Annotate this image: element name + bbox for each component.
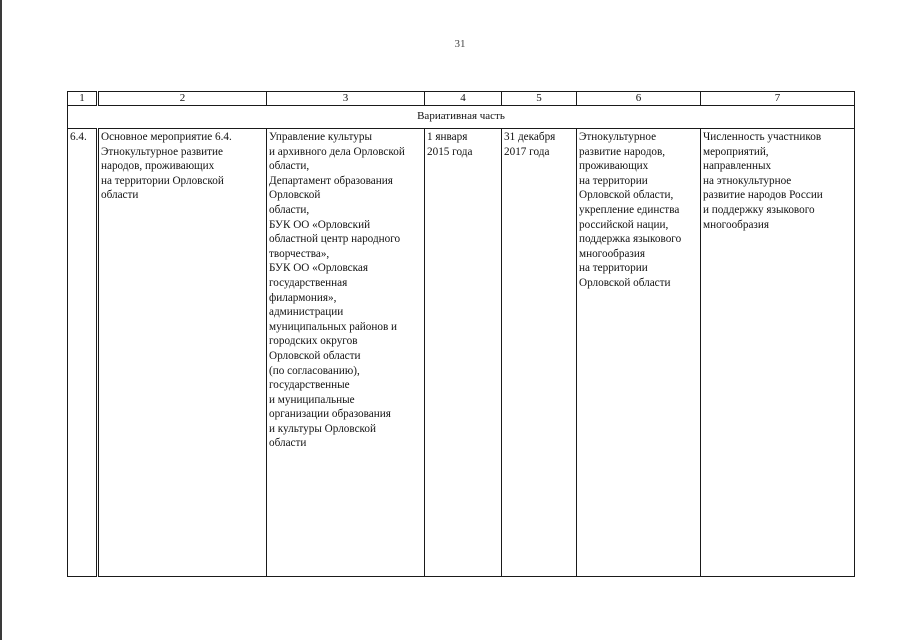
table-row (68, 129, 855, 577)
text-line: государственные (269, 379, 350, 392)
column-number-6: 6 (577, 92, 701, 106)
text-line: муниципальных районов и (269, 320, 398, 333)
text-line: Орловской области (269, 349, 361, 362)
text-line: БУК ОО «Орловская (269, 262, 369, 275)
text-line: организации образования (269, 408, 391, 421)
text-line: 2017 года (504, 145, 550, 158)
text-line: Этнокультурное развитие (101, 145, 223, 158)
text-line: народов, проживающих (101, 160, 215, 173)
executors-cell (267, 129, 425, 577)
expected-result-text (579, 129, 698, 291)
column-number-7: 7 (701, 92, 855, 106)
text-line: и культуры Орловской (269, 422, 376, 435)
column-number-3: 3 (267, 92, 425, 106)
text-line: направленных (703, 160, 772, 173)
scan-left-edge (0, 0, 2, 640)
section-row (68, 106, 855, 129)
text-line: и муниципальные (269, 393, 355, 406)
text-line: (по согласованию), (269, 364, 360, 377)
text-line: развитие народов, (579, 145, 666, 158)
row-number-cell (68, 129, 98, 577)
text-line: Управление культуры (269, 131, 372, 143)
text-line: на территории (579, 262, 648, 275)
column-number-4: 4 (425, 92, 502, 106)
executors-text (269, 129, 422, 451)
start-date-cell (425, 129, 502, 577)
text-line: творчества», (269, 247, 330, 260)
text-line: государственная (269, 276, 348, 289)
row-number: 6.4. (70, 131, 87, 143)
text-line: мероприятий, (703, 145, 769, 158)
expected-result-cell (577, 129, 701, 577)
text-line: 1 января (427, 131, 468, 143)
page-number: 31 (454, 38, 466, 50)
text-line: многообразия (579, 247, 645, 260)
text-line: администрации (269, 306, 344, 319)
text-line: проживающих (579, 160, 649, 173)
text-line: развитие народов России (703, 189, 823, 202)
text-line: филармония», (269, 291, 337, 304)
text-line: укрепление единства (579, 203, 680, 216)
column-number-2: 2 (98, 92, 267, 106)
text-line: поддержка языкового (579, 233, 682, 246)
column-number-1: 1 (68, 92, 98, 106)
start-date-text (427, 129, 499, 159)
text-line: Орловской области, (579, 189, 674, 202)
text-line: БУК ОО «Орловский (269, 218, 371, 231)
text-line: области (101, 189, 139, 202)
column-number-row (68, 92, 855, 106)
indicator-text (703, 129, 852, 232)
indicator-cell (701, 129, 855, 577)
text-line: Этнокультурное (579, 131, 657, 143)
text-line: области, (269, 203, 310, 216)
end-date-cell (502, 129, 577, 577)
text-line: Департамент образования (269, 174, 393, 187)
activity-cell (98, 129, 267, 577)
end-date-text (504, 129, 574, 159)
text-line: и поддержку языкового (703, 203, 815, 216)
text-line: городских округов (269, 335, 358, 348)
activity-text (101, 129, 264, 203)
text-line: на территории (579, 174, 648, 187)
section-title: Вариативная часть (68, 106, 855, 129)
text-line: российской нации, (579, 218, 669, 231)
text-line: Численность участников (703, 131, 822, 143)
text-line: 2015 года (427, 145, 473, 158)
text-line: областной центр народного (269, 233, 401, 246)
text-line: области, (269, 160, 310, 173)
text-line: Основное мероприятие 6.4. (101, 131, 232, 143)
text-line: Орловской (269, 189, 321, 202)
text-line: и архивного дела Орловской (269, 145, 405, 158)
text-line: 31 декабря (504, 131, 556, 143)
text-line: на территории Орловской (101, 174, 224, 187)
program-table (67, 91, 855, 577)
text-line: области (269, 437, 307, 450)
text-line: Орловской области (579, 276, 671, 289)
text-line: многообразия (703, 218, 769, 231)
column-number-5: 5 (502, 92, 577, 106)
text-line: на этнокультурное (703, 174, 792, 187)
